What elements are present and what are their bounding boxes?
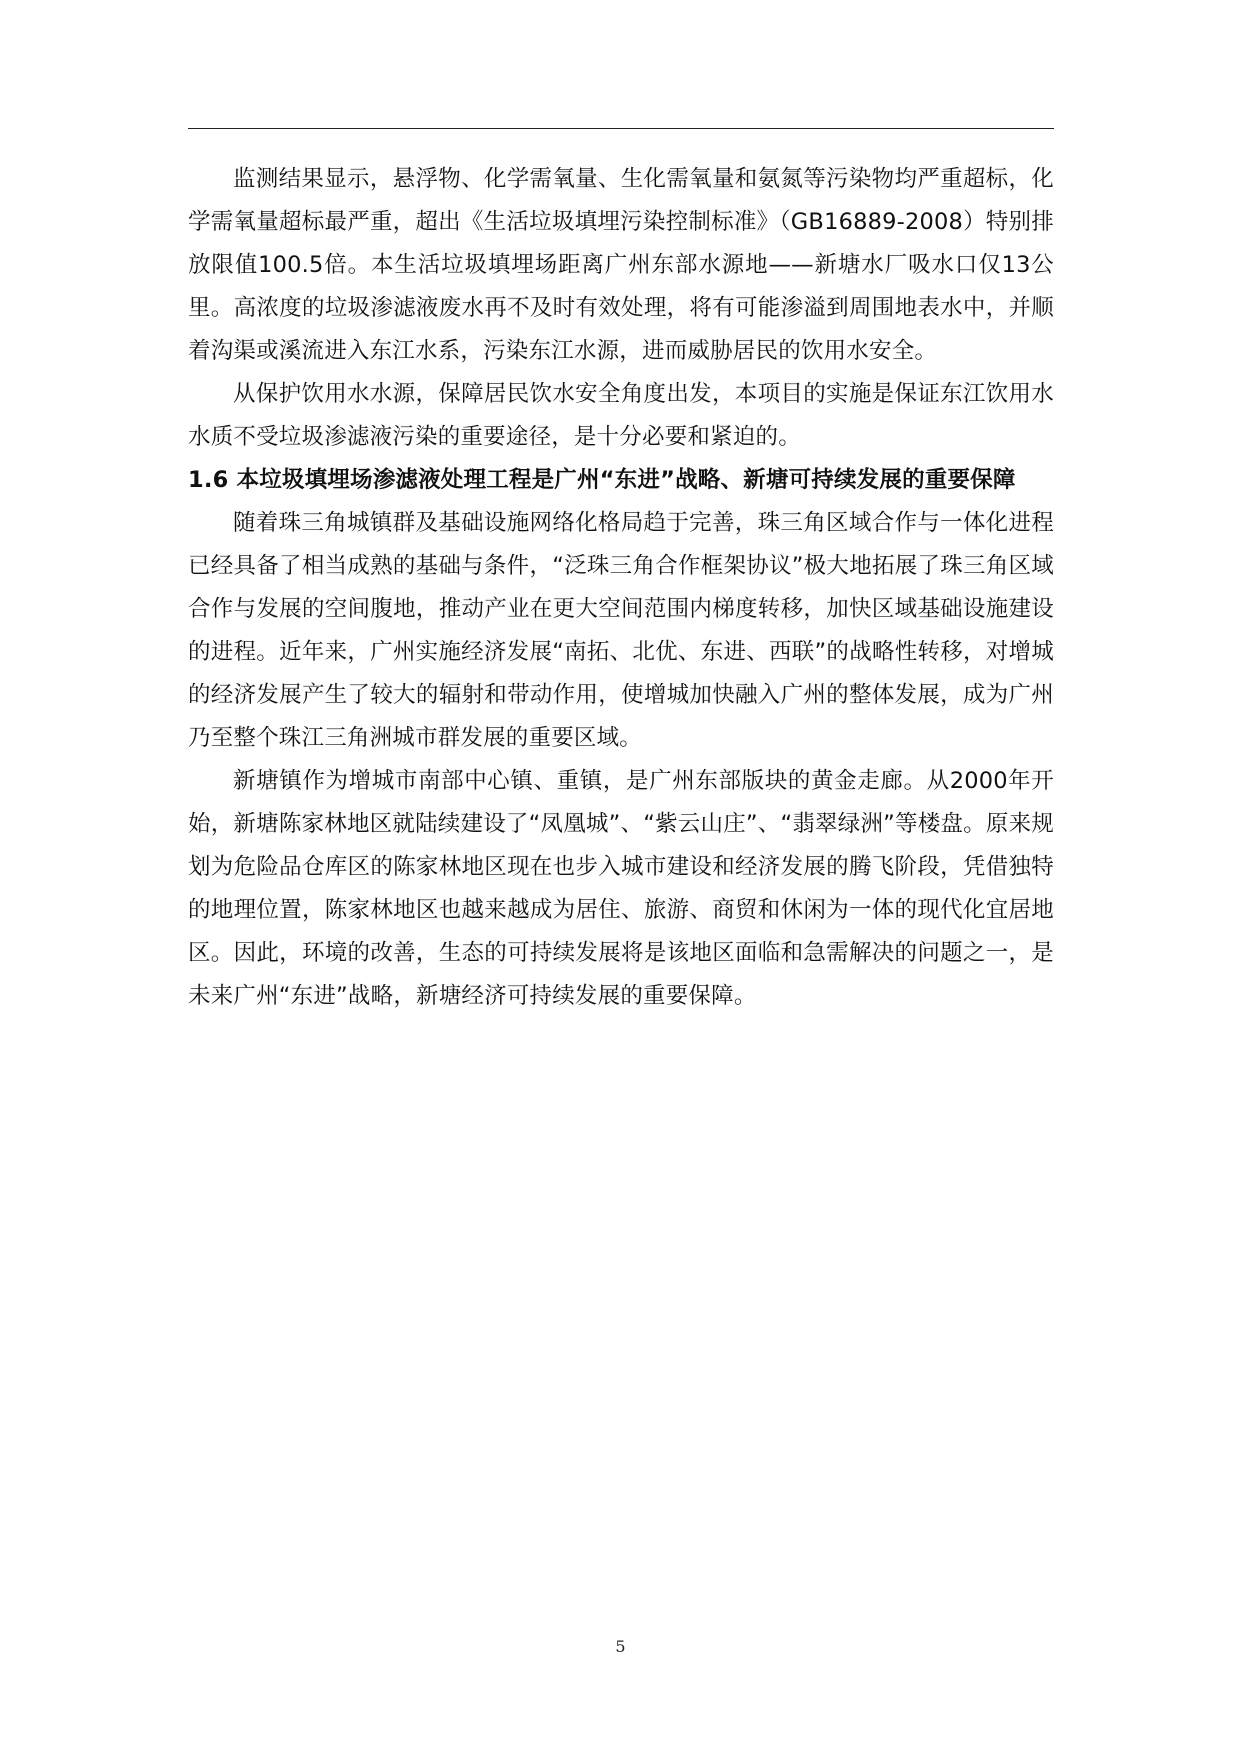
page-number: 5 — [615, 1637, 626, 1656]
paragraph: 从保护饮用水水源，保障居民饮水安全角度出发，本项目的实施是保证东江饮用水水质不受垃圾渗滤液污染的重要途径，是十分必要和紧迫的。 — [188, 381, 1054, 450]
paragraph: 随着珠三角城镇群及基础设施网络化格局趋于完善，珠三角区域合作与一体化进程已经具备了相当成熟的基础与条件，“泛珠三角合作框架协议”极大地拓展了珠三角区域合作与发展的空间腹地，推动产业在更大空间范围内梯度转移，加快区域基础设施建设的进程。近年来，广州实施经济发展“南拓、北优、东进、西联”的战略性转移，对增城的经济发展产生了较大的辐射和带动作用，使增城加快融入广州的整体发展，成为广州乃至整个珠江三角洲城市群发展的重要区域。 — [188, 510, 1054, 751]
section-heading: 1.6 本垃圾填埋场渗滤液处理工程是广州“东进”战略、新塘可持续发展的重要保障 — [188, 467, 1016, 493]
paragraph: 新塘镇作为增城市南部中心镇、重镇，是广州东部版块的黄金走廊。从2000年开始，新塘陈家林地区就陆续建设了“凤凰城”、“紫云山庄”、“翡翠绿洲”等楼盘。原来规划为危险品仓库区的陈家林地区现在也步入城市建设和经济发展的腾飞阶段，凭借独特的地理位置，陈家林地区也越来越成为居住、旅游、商贸和休闲为一体的现代化宜居地区。因此，环境的改善，生态的可持续发展将是该地区面临和急需解决的问题之一，是未来广州“东进”战略，新塘经济可持续发展的重要保障。 — [188, 768, 1054, 1009]
header-rule — [188, 128, 1054, 129]
page-body — [188, 158, 1054, 1018]
paragraph: 监测结果显示，悬浮物、化学需氧量、生化需氧量和氨氮等污染物均严重超标，化学需氧量超标最严重，超出《生活垃圾填埋污染控制标准》（GB16889-2008）特别排放限值100.5倍。本生活垃圾填埋场距离广州东部水源地——新塘水厂吸水口仅13公里。高浓度的垃圾渗滤液废水再不及时有效处理，将有可能渗溢到周围地表水中，并顺着沟渠或溪流进入东江水系，污染东江水源，进而威胁居民的饮用水安全。 — [188, 166, 1054, 364]
